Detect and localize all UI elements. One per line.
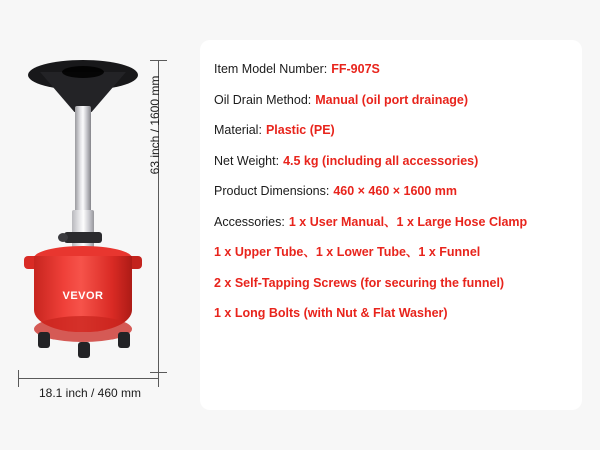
product-illustration-panel <box>0 0 200 450</box>
spec-label-dimensions: Product Dimensions: <box>214 184 330 198</box>
funnel-opening-icon <box>62 66 104 78</box>
accessory-line-screws: 2 x Self-Tapping Screws (for securing the funnel) <box>214 275 505 290</box>
spec-label-model: Item Model Number: <box>214 62 328 76</box>
spec-value-material: Plastic (PE) <box>265 123 335 137</box>
spec-value-net-weight: 4.5 kg (including all accessories) <box>283 153 479 168</box>
spec-label-net-weight: Net Weight: <box>214 153 280 168</box>
spec-row-drain-method <box>214 93 582 108</box>
spec-value-model: FF-907S <box>331 62 380 76</box>
spec-row-accessories <box>214 215 582 230</box>
clamp-knob-icon <box>58 233 68 242</box>
spec-row-net-weight <box>214 154 582 169</box>
spec-value-dimensions: 460 × 460 × 1600 mm <box>333 184 458 198</box>
accessory-line-tubes: 1 x Upper Tube、1 x Lower Tube、1 x Funnel <box>214 245 481 259</box>
height-dimension-label: 63 inch / 1600 mm <box>148 75 162 175</box>
width-dimension-label: 18.1 inch / 460 mm <box>38 386 142 400</box>
spec-row-material <box>214 123 582 138</box>
spec-row-model <box>214 62 582 77</box>
width-dimension-cap-left <box>18 370 19 387</box>
spec-label-drain-method: Oil Drain Method: <box>214 92 312 107</box>
upper-tube-part <box>75 106 91 216</box>
specification-card <box>200 40 582 410</box>
brand-logo-text: VEVOR <box>62 290 104 302</box>
width-dimension-cap-right <box>158 370 159 387</box>
spec-label-accessories: Accessories: <box>214 214 285 229</box>
width-dimension-line <box>18 378 158 379</box>
caster-wheel <box>118 332 130 348</box>
caster-wheel <box>38 332 50 348</box>
accessory-line-bolts: 1 x Long Bolts (with Nut & Flat Washer) <box>214 306 448 320</box>
spec-row-dimensions <box>214 184 582 199</box>
spec-value-accessories: 1 x User Manual、1 x Large Hose Clamp <box>288 214 528 229</box>
caster-wheel <box>78 342 90 358</box>
oil-drain-product-image <box>18 50 148 380</box>
spec-label-material: Material: <box>214 123 262 137</box>
hose-clamp-part <box>64 232 102 243</box>
spec-value-drain-method: Manual (oil port drainage) <box>315 92 469 107</box>
